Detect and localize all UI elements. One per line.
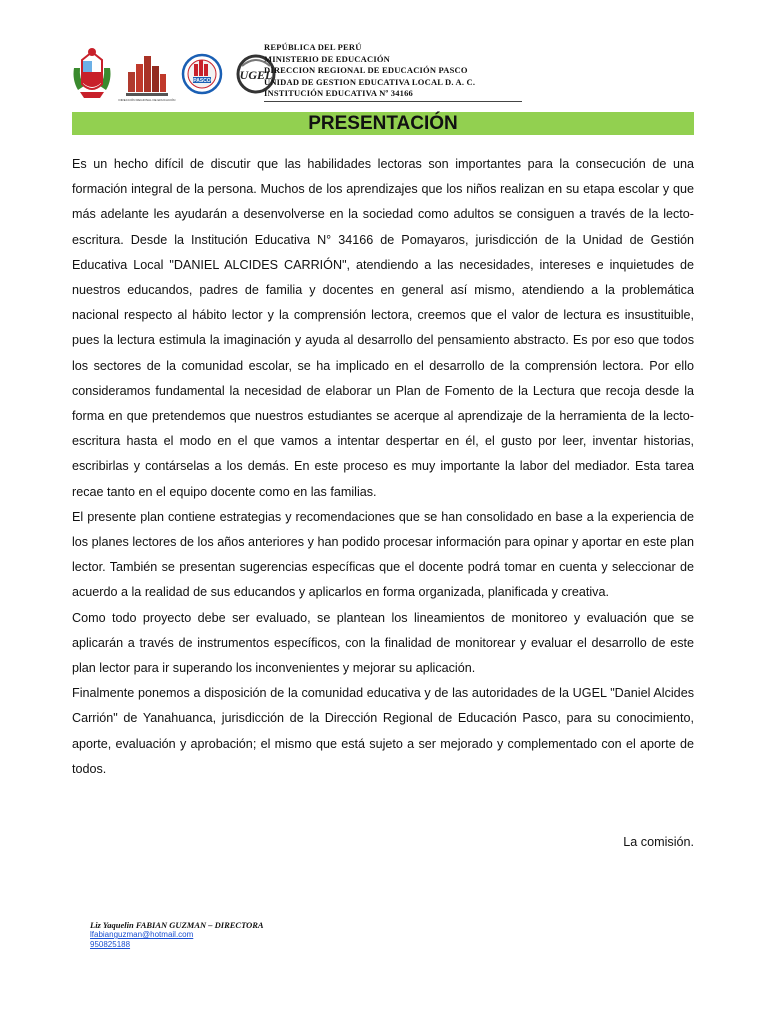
header-line-regional-office: DIRECCION REGIONAL DE EDUCACIÓN PASCO	[264, 65, 468, 76]
header-line-country: REPÚBLICA DEL PERÚ	[264, 42, 362, 52]
header-line-ministry: MINISTERIO DE EDUCACIÓN	[264, 53, 390, 64]
paragraph: Como todo proyecto debe ser evaluado, se plantean los lineamientos de monitoreo y evaluación que se aplicarán a través de instrumentos específicos, con la finalidad de monitorear y evaluar el desarrollo de este plan lector para ir superando los inconvenientes y mejorar su aplicación.	[72, 610, 694, 676]
document-body	[72, 152, 694, 782]
regional-education-logo	[118, 46, 176, 102]
footer-contact	[90, 920, 264, 950]
peru-coat-of-arms-logo	[70, 46, 114, 102]
ugel-logo-text: UGEL	[239, 68, 273, 82]
footer-phone: 950825188	[90, 940, 131, 949]
header-line-school: INSTITUCIÓN EDUCATIVA Nº 34166	[264, 88, 414, 99]
pasco-logo-text: PASCO	[193, 78, 211, 84]
footer-director-name: Liz Yaquelin FABIAN GUZMAN – DIRECTORA	[90, 920, 264, 930]
title-bar	[72, 112, 694, 135]
paragraph: Es un hecho difícil de discutir que las habilidades lectoras son importantes para la consecución de una formación integral de la persona. Muchos de los aprendizajes que los niños realizan en su etapa escolar y que más adelante les ayudarán a desenvolverse en la sociedad como adultos se consiguen a través de la lecto-escritura. Desde la Institución Educativa N° 34166 de Pomayaros, jurisdicción de la Unidad de Gestión Educativa Local "DANIEL ALCIDES CARRIÓN", atendiendo a las necesidades, intereses e inquietudes de nuestros educandos, padres de familia y docentes en general así mismo, atendiendo a la problemática nacional respecto al hábito lector y la comprensión lectora, creemos que el valor de lectura es insustituible, pues la lectura estimula la imaginación y ayuda al desarrollo del pensamiento abstracto. Es por eso que todos los sectores de la comunidad escolar, se ha implicado en el desarrollo de la comprensión lectora. Por ello consideramos fundamental la necesidad de elaborar un Plan de Fomento de la Lectura que recoja desde la forma en que pretendemos que nuestros estudiantes se acerque al aprendizaje de la herramienta de la lecto-escritura hasta el modo en el que vamos a intentar despertar en él, el gusto por leer, inventar historias, escribirlas y contárselas a los demás. En este proceso es muy importante la labor del mediador. Esta tarea recae tanto en el equipo docente como en las familias.	[72, 157, 694, 499]
footer-email-link[interactable]: lfabianguzman@hotmail.com	[90, 930, 194, 939]
institution-header	[264, 42, 522, 102]
paragraph: Finalmente ponemos a disposición de la comunidad educativa y de las autoridades de la UGEL "Daniel Alcides Carrión" de Yanahuanca, jurisdicción de la Dirección Regional de Educación Pasco, para su conocimiento, aporte, evaluación y aprobación; el mismo que está sujeto a ser mejorado y complementado con el aporte de todos.	[72, 686, 694, 776]
page-title: PRESENTACIÓN	[308, 113, 458, 134]
header-line-ugel: UNIDAD DE GESTION EDUCATIVA LOCAL D. A. C.	[264, 76, 476, 87]
paragraph: El presente plan contiene estrategias y recomendaciones que se han consolidado en base a la experiencia de los planes lectores de los años anteriores y han podido procesar información para opinar y aportar en este plan lector. También se presentan sugerencias específicas que el docente podrá tomar en cuenta y seleccionar de acuerdo a la realidad de sus educandos y aplicarlos en forma organizada, planificada y creativa.	[72, 509, 694, 600]
signoff: La comisión.	[623, 835, 694, 849]
regional-logo-caption: DIRECCIÓN REGIONAL DE EDUCACIÓN	[118, 98, 176, 102]
pasco-region-logo	[180, 46, 224, 102]
header-logos	[70, 44, 278, 104]
